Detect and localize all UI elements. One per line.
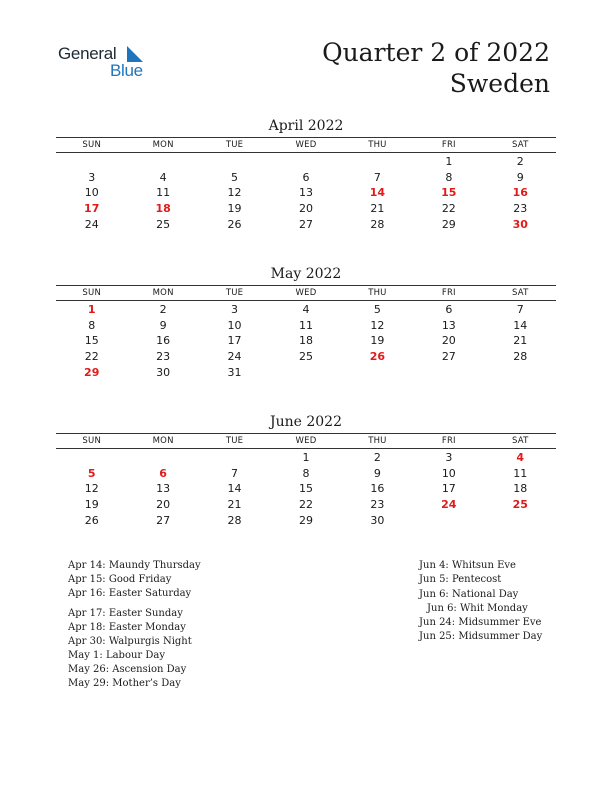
day-cell: 31 <box>227 365 242 379</box>
day-cell: 19 <box>370 334 385 348</box>
weekday-label: THU <box>368 140 387 150</box>
day-cell: 28 <box>227 513 242 527</box>
day-cell: 7 <box>231 466 239 480</box>
day-cell: 20 <box>298 202 313 216</box>
weekday-label: FRI <box>441 288 456 298</box>
holiday-item: Apr 30: Walpurgis Night <box>68 636 192 647</box>
holiday-day-cell: 30 <box>512 217 528 231</box>
day-cell: 20 <box>156 498 171 512</box>
day-cell: 19 <box>227 202 242 216</box>
weekday-label: MON <box>152 288 174 298</box>
day-cell: 5 <box>231 170 239 184</box>
day-cell: 28 <box>513 350 528 364</box>
day-cell: 30 <box>156 365 171 379</box>
holiday-day-cell: 18 <box>155 202 171 216</box>
month-title: April 2022 <box>268 118 344 134</box>
day-cell: 20 <box>441 334 456 348</box>
holiday-item: May 29: Mother’s Day <box>68 678 181 689</box>
day-cell: 13 <box>298 186 313 200</box>
day-cell: 17 <box>441 482 456 496</box>
day-cell: 9 <box>373 466 381 480</box>
day-cell: 18 <box>513 482 528 496</box>
day-cell: 22 <box>298 498 313 512</box>
day-cell: 24 <box>227 350 242 364</box>
day-cell: 6 <box>445 303 453 316</box>
day-cell: 16 <box>370 482 385 496</box>
day-cell: 16 <box>156 334 171 348</box>
weekday-label: TUE <box>225 288 244 298</box>
day-cell: 17 <box>227 334 242 348</box>
weekday-label: SAT <box>511 140 529 150</box>
day-cell: 12 <box>227 186 242 200</box>
page-title <box>322 37 550 99</box>
day-grid <box>56 154 556 232</box>
day-cell: 7 <box>516 303 524 316</box>
title-quarter: Quarter 2 of 2022 <box>322 38 550 67</box>
logo-text-blue: Blue <box>110 61 143 80</box>
holiday-day-cell: 14 <box>369 186 386 200</box>
day-cell: 10 <box>441 466 456 480</box>
month-title: May 2022 <box>270 266 342 282</box>
day-cell: 12 <box>84 482 99 496</box>
day-cell: 28 <box>370 217 385 231</box>
day-cell: 3 <box>445 451 453 464</box>
holiday-item: Jun 24: Midsummer Eve <box>419 617 542 628</box>
day-cell: 23 <box>156 350 171 364</box>
weekday-label: MON <box>152 436 174 446</box>
holiday-item: Jun 5: Pentecost <box>419 574 502 585</box>
day-cell: 4 <box>159 170 167 184</box>
holiday-item: Apr 16: Easter Saturday <box>68 588 192 599</box>
weekday-header <box>56 137 556 153</box>
day-cell: 13 <box>156 482 171 496</box>
day-cell: 30 <box>370 513 385 527</box>
holiday-day-cell: 29 <box>84 365 100 379</box>
weekday-label: FRI <box>441 436 456 446</box>
day-cell: 22 <box>84 350 99 364</box>
day-cell: 22 <box>441 202 456 216</box>
day-cell: 10 <box>227 318 242 332</box>
holiday-item: Jun 25: Midsummer Day <box>419 631 543 642</box>
holiday-list-left <box>68 559 201 691</box>
empty-day-cell <box>342 154 413 170</box>
holiday-item: Apr 18: Easter Monday <box>68 622 186 633</box>
day-cell: 23 <box>513 202 528 216</box>
logo-text-general: General <box>58 44 117 63</box>
weekday-label: SUN <box>82 288 101 298</box>
day-cell: 9 <box>159 318 167 332</box>
holiday-item: May 26: Ascension Day <box>68 664 187 675</box>
holiday-day-cell: 5 <box>87 466 96 480</box>
day-cell: 24 <box>84 217 99 231</box>
day-cell: 14 <box>513 318 528 332</box>
weekday-label: TUE <box>225 436 244 446</box>
holiday-item: May 1: Labour Day <box>68 650 165 661</box>
day-cell: 15 <box>298 482 313 496</box>
day-cell: 18 <box>298 334 313 348</box>
weekday-label: THU <box>368 288 387 298</box>
day-cell: 4 <box>302 303 310 316</box>
day-cell: 29 <box>441 217 456 231</box>
day-cell: 19 <box>84 498 99 512</box>
holiday-item: Jun 4: Whitsun Eve <box>419 560 516 571</box>
day-cell: 3 <box>231 303 239 316</box>
weekday-label: MON <box>152 140 174 150</box>
calendar-june <box>56 413 556 528</box>
holiday-day-cell: 15 <box>441 186 457 200</box>
day-cell: 11 <box>298 318 313 332</box>
day-cell: 2 <box>516 155 524 168</box>
day-cell: 11 <box>156 186 171 200</box>
day-cell: 7 <box>373 170 381 184</box>
holiday-day-cell: 4 <box>516 451 525 464</box>
weekday-label: THU <box>368 436 387 446</box>
holiday-day-cell: 1 <box>87 303 96 316</box>
logo <box>58 44 158 80</box>
day-cell: 1 <box>302 451 310 464</box>
day-cell: 21 <box>227 498 242 512</box>
day-grid <box>56 450 556 528</box>
calendar-may <box>56 265 556 380</box>
weekday-label: WED <box>295 140 317 150</box>
holiday-day-cell: 25 <box>512 498 528 512</box>
holiday-day-cell: 17 <box>84 202 100 216</box>
calendar-april <box>56 117 556 232</box>
day-cell: 2 <box>373 451 381 464</box>
day-cell: 15 <box>84 334 99 348</box>
day-cell: 11 <box>513 466 528 480</box>
holiday-day-cell: 6 <box>159 466 167 480</box>
day-cell: 26 <box>84 513 99 527</box>
holiday-list-right <box>419 559 542 644</box>
day-cell: 27 <box>156 513 171 527</box>
weekday-label: SUN <box>82 436 101 446</box>
empty-day-cell <box>270 154 341 170</box>
day-cell: 5 <box>373 303 381 316</box>
holiday-day-cell: 26 <box>369 350 386 364</box>
weekday-label: TUE <box>225 140 244 150</box>
empty-day-cell <box>56 154 127 170</box>
empty-day-cell <box>199 450 270 466</box>
day-grid <box>56 302 556 380</box>
holiday-item: Apr 14: Maundy Thursday <box>68 560 201 571</box>
month-title: June 2022 <box>269 414 342 430</box>
day-cell: 23 <box>370 498 385 512</box>
day-cell: 10 <box>84 186 99 200</box>
empty-day-cell <box>56 450 127 466</box>
day-cell: 9 <box>516 170 524 184</box>
weekday-label: SAT <box>511 288 529 298</box>
day-cell: 6 <box>302 170 310 184</box>
holiday-item: Jun 6: National Day <box>419 589 519 600</box>
day-cell: 29 <box>298 513 313 527</box>
holiday-item: Apr 15: Good Friday <box>68 574 172 585</box>
day-cell: 8 <box>302 466 310 480</box>
day-cell: 14 <box>227 482 242 496</box>
weekday-header <box>56 433 556 449</box>
title-country: Sweden <box>449 69 550 98</box>
empty-day-cell <box>127 450 198 466</box>
day-cell: 26 <box>227 217 242 231</box>
day-cell: 12 <box>370 318 385 332</box>
day-cell: 27 <box>441 350 456 364</box>
weekday-label: WED <box>295 288 317 298</box>
day-cell: 25 <box>156 217 171 231</box>
day-cell: 13 <box>441 318 456 332</box>
weekday-header <box>56 285 556 301</box>
holiday-day-cell: 16 <box>512 186 528 200</box>
day-cell: 21 <box>370 202 385 216</box>
weekday-label: FRI <box>441 140 456 150</box>
holiday-day-cell: 24 <box>441 498 457 512</box>
holiday-item: Jun 6: Whit Monday <box>427 603 528 614</box>
day-cell: 3 <box>88 170 96 184</box>
weekday-label: SUN <box>82 140 101 150</box>
day-cell: 21 <box>513 334 528 348</box>
empty-day-cell <box>127 154 198 170</box>
day-cell: 2 <box>159 303 167 316</box>
day-cell: 1 <box>445 155 453 168</box>
day-cell: 8 <box>445 170 453 184</box>
day-cell: 25 <box>298 350 313 364</box>
holiday-item: Apr 17: Easter Sunday <box>68 608 183 619</box>
day-cell: 27 <box>298 217 313 231</box>
weekday-label: SAT <box>511 436 529 446</box>
empty-day-cell <box>199 154 270 170</box>
logo-triangle-icon <box>123 46 143 62</box>
weekday-label: WED <box>295 436 317 446</box>
day-cell: 8 <box>88 318 96 332</box>
